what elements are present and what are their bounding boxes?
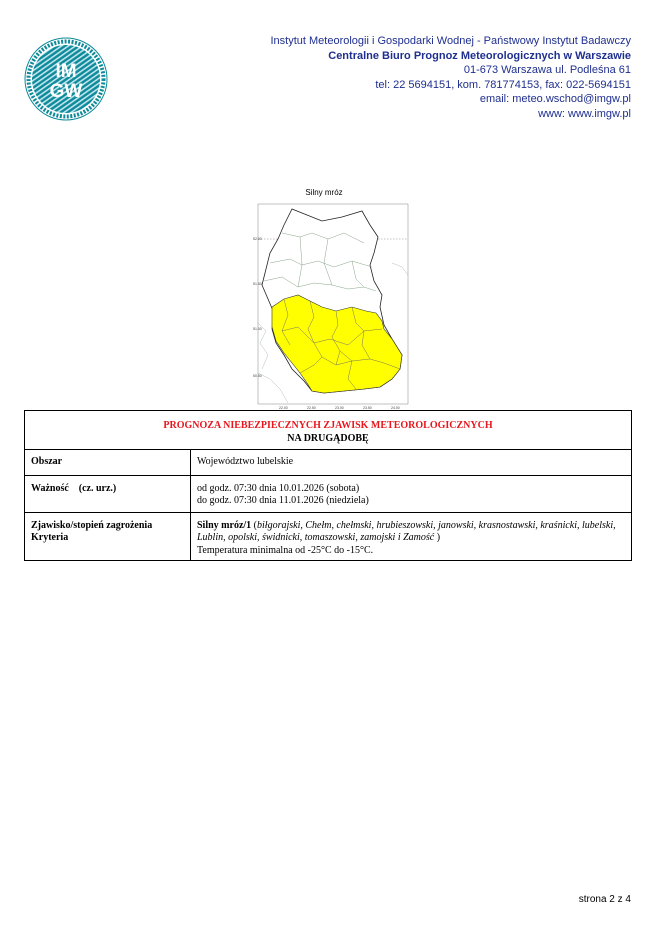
phenomenon-counties: biłgorajski, Chełm, chełmski, hrubieszowski, janowski, krasnostawski, kraśnicki, lubelski, Lublin, opolski, świdnicki, tomaszowski, zamojski i Zamość xyxy=(197,519,616,543)
area-label: Obszar xyxy=(25,450,191,476)
warning-map xyxy=(252,203,410,411)
validity-from: od godz. 07:30 dnia 10.01.2026 (sobota) xyxy=(197,482,360,494)
phone: tel: 22 5694151, kom. 781774153, fax: 022-5694151 xyxy=(375,78,631,91)
phenomenon-paren-close: ) xyxy=(434,532,441,543)
x-tick-label: 22.50 xyxy=(307,406,316,410)
y-tick-label: 52.00 xyxy=(253,237,262,241)
page-number: strona 2 z 4 xyxy=(578,894,631,905)
table-row-area xyxy=(25,450,632,476)
email: email: meteo.wschod@imgw.pl xyxy=(479,93,631,105)
criteria-label: Kryteria xyxy=(31,532,69,543)
bureau-name: Centralne Biuro Prognoz Meteorologicznych w Warszawie xyxy=(328,49,631,62)
table-title: PROGNOZA NIEBEZPIECZNYCH ZJAWISK METEOROLOGICZNYCH xyxy=(163,420,493,431)
institute-header xyxy=(270,34,631,121)
imgw-logo xyxy=(24,37,108,121)
x-tick-label: 22.00 xyxy=(279,406,288,410)
validity-label: Ważność (cz. urz.) xyxy=(25,475,191,512)
table-row-validity xyxy=(25,475,632,512)
phenomenon-label: Zjawisko/stopień zagrożenia xyxy=(31,519,153,531)
y-tick-label: 51.50 xyxy=(253,282,262,286)
logo-text-bottom: GW xyxy=(49,81,83,102)
table-row-phenomenon xyxy=(25,512,632,561)
phenomenon-paren-open: ( xyxy=(251,519,258,531)
criteria-value: Temperatura minimalna od -25°C do -15°C. xyxy=(197,544,374,556)
phenomenon-value xyxy=(197,520,625,545)
logo-text-top: IM xyxy=(55,61,77,82)
table-title-row xyxy=(25,411,632,450)
table-subtitle: NA DRUGĄDOBĘ xyxy=(287,432,369,444)
institute-name: Instytut Meteorologii i Gospodarki Wodnej - Państwowy Instytut Badawczy xyxy=(270,35,631,47)
x-tick-label: 23.00 xyxy=(335,406,344,410)
forecast-table xyxy=(24,410,632,561)
y-tick-label: 50.50 xyxy=(253,374,262,378)
x-tick-label: 23.50 xyxy=(363,406,372,410)
y-tick-label: 51.00 xyxy=(253,327,262,331)
website: www: www.imgw.pl xyxy=(538,107,631,120)
area-value: Województwo lubelskie xyxy=(191,450,632,476)
phenomenon-name: Silny mróz/1 xyxy=(197,519,252,531)
x-tick-label: 24.00 xyxy=(391,406,400,410)
map-title: Silny mróz xyxy=(305,188,343,197)
validity-to: do godz. 07:30 dnia 11.01.2026 (niedziela) xyxy=(197,495,369,506)
address: 01-673 Warszawa ul. Podleśna 61 xyxy=(463,64,631,76)
